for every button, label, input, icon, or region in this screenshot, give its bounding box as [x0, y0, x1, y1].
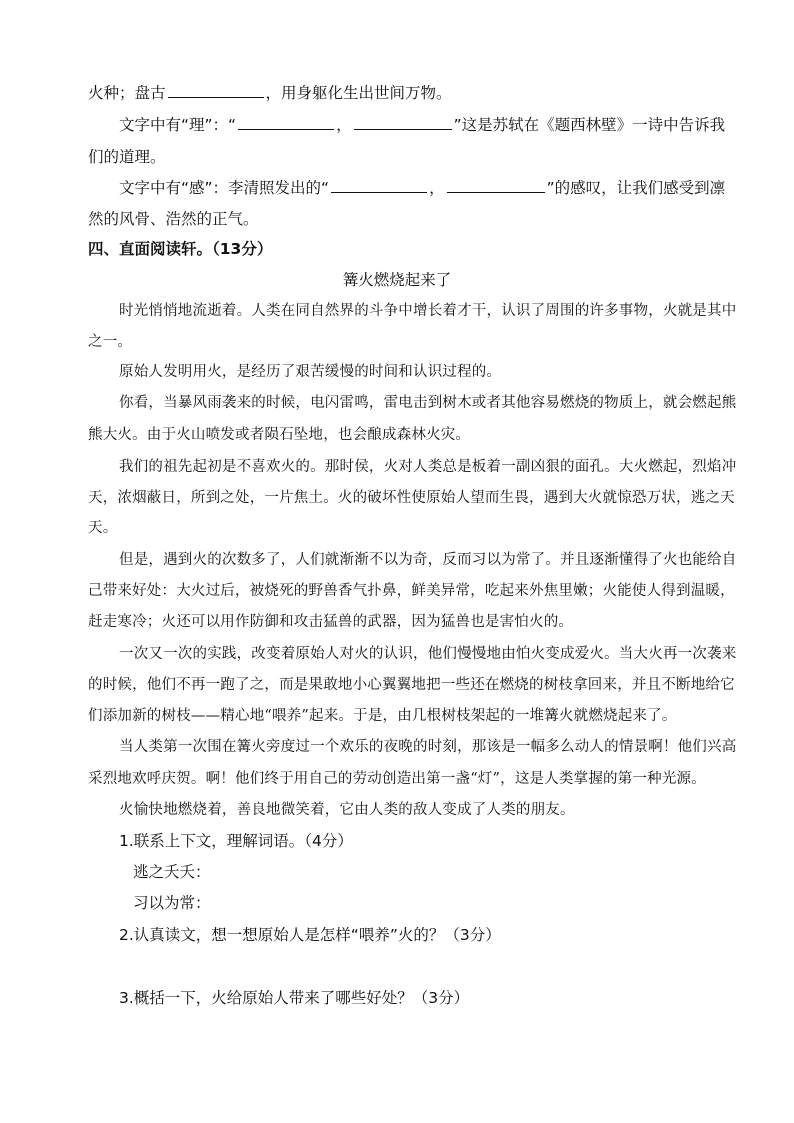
- fill-line-4-prefix: 文字中有“感”：李清照发出的“: [119, 179, 330, 197]
- fill-line-2-suffix: ”这是苏轼在《题西林壁》一诗中告诉我: [453, 116, 726, 134]
- question-1-term-a: 逃之夭夭：: [133, 863, 211, 881]
- question-1: 1.联系上下文，理解词语。（4分）: [119, 832, 353, 850]
- fill-line-4: [119, 178, 725, 198]
- answer-blank-gan-2[interactable]: [447, 178, 545, 193]
- passage-line: 当人类第一次围在篝火旁度过一个欢乐的夜晚的时刻，那该是一幅多么动人的情景啊！他们兴高: [119, 739, 737, 755]
- passage-line: 天，浓烟蔽日，所到之处，一片焦土。火的破坏性使原始人望而生畏，遇到大火就惊恐万状，逃之天: [88, 490, 735, 506]
- fill-line-1-suffix: ，用身躯化生出世间万物。: [265, 84, 452, 102]
- passage-line: 们添加新的树枝——精心地“喂养”起来。于是，由几根树枝架起的一堆篝火就燃烧起来了。: [88, 708, 677, 724]
- passage-line: 赶走寒冷；火还可以用作防御和攻击猛兽的武器，因为猛兽也是害怕火的。: [88, 614, 574, 630]
- passage-line: 原始人发明用火，是经历了艰苦缓慢的时间和认识过程的。: [119, 364, 502, 380]
- section-heading: 四、直面阅读轩。（13分）: [88, 240, 273, 258]
- passage-line: 己带来好处：大火过后，被烧死的野兽香气扑鼻，鲜美异常，吃起来外焦里嫩；火能使人得到温暖，: [88, 583, 735, 599]
- fill-line-5: 然的风骨、浩然的正气。: [88, 210, 259, 228]
- answer-blank-gan-1[interactable]: [331, 178, 427, 193]
- passage-line: 天。: [88, 520, 118, 536]
- passage-line: 熊大火。由于火山喷发或者陨石坠地，也会酿成森林火灾。: [88, 427, 471, 443]
- passage-line: 的时候，他们不再一跑了之，而是果敢地小心翼翼地把一些还在燃烧的树枝拿回来，并且不断地给它: [88, 677, 735, 693]
- passage-line: 时光悄悄地流逝着。人类在同自然界的斗争中增长着才干，认识了周围的许多事物，火就是其中: [119, 303, 737, 319]
- fill-line-1-prefix: 火种；盘古: [88, 84, 166, 102]
- answer-blank-li-1[interactable]: [238, 115, 334, 130]
- fill-line-2-mid: ，: [336, 116, 352, 134]
- fill-line-3: 们的道理。: [88, 148, 166, 166]
- passage-line: 之一。: [88, 334, 133, 350]
- question-2: 2.认真读文，想一想原始人是怎样“喂养”火的？（3分）: [119, 926, 501, 944]
- answer-blank-pangu[interactable]: [168, 83, 264, 98]
- answer-blank-li-2[interactable]: [354, 115, 452, 130]
- fill-line-4-suffix: ”的感叹，让我们感受到凛: [546, 179, 726, 197]
- passage-line: 火愉快地燃烧着，善良地微笑着，它由人类的敌人变成了人类的朋友。: [119, 802, 575, 818]
- passage-title: 篝火燃烧起来了: [342, 271, 452, 289]
- passage-line: 你看，当暴风雨袭来的时候，电闪雷鸣，雷电击到树木或者其他容易燃烧的物质上，就会燃起熊: [119, 395, 737, 411]
- fill-line-1: [88, 83, 452, 103]
- passage-line: 采烈地欢呼庆贺。啊！他们终于用自己的劳动创造出第一盏“灯”，这是人类掌握的第一种光源。: [88, 771, 706, 787]
- passage-line: 一次又一次的实践，改变着原始人对火的认识，他们慢慢地由怕火变成爱火。当大火再一次袭来: [119, 646, 737, 662]
- passage-line: 我们的祖先起初是不喜欢火的。那时侯，火对人类总是板着一副凶狠的面孔。大火燃起，烈焰冲: [119, 459, 737, 475]
- fill-line-2-prefix: 文字中有“理”：“: [119, 116, 237, 134]
- question-1-term-b: 习以为常：: [133, 894, 211, 912]
- fill-line-2: [119, 115, 725, 135]
- question-3: 3.概括一下，火给原始人带来了哪些好处？（3分）: [119, 989, 470, 1007]
- passage-line: 但是，遇到火的次数多了，人们就渐渐不以为奇，反而习以为常了。并且逐渐懂得了火也能给自: [119, 552, 737, 568]
- fill-line-4-mid: ，: [429, 179, 445, 197]
